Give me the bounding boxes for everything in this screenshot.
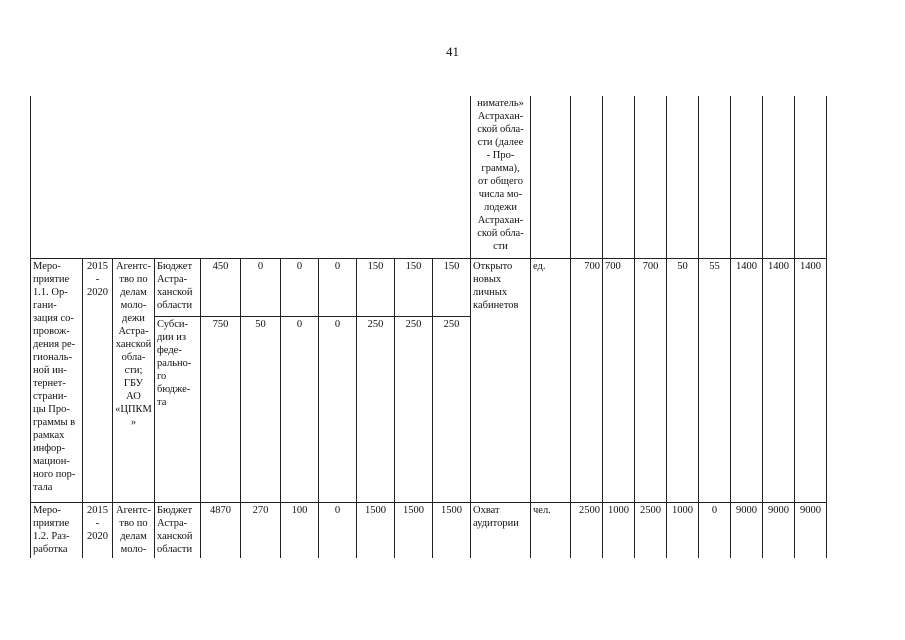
- activity-cell: Меро- приятие 1.1. Ор- гани- зация со- провож- дения ре- гиональ- ной ин- тернет- страни- цы Про- граммы в рамках инфор- мацион- ного пор- тала: [31, 258, 83, 502]
- funding-value: 1500: [357, 502, 395, 558]
- program-table-wrapper: [30, 96, 827, 558]
- funding-value: 0: [319, 258, 357, 316]
- indicator-value: 700: [571, 258, 603, 502]
- funding-value: 250: [433, 316, 471, 502]
- funding-value: 0: [241, 258, 281, 316]
- indicator-value: 1400: [731, 258, 763, 502]
- unit-cell: ед.: [531, 258, 571, 502]
- indicator-value: 9000: [795, 502, 827, 558]
- executor-cell: Агентс- тво по делам моло- дежи Астра- ханской обла- сти; ГБУ АО «ЦПКМ»: [113, 258, 155, 502]
- funding-value: 0: [319, 502, 357, 558]
- funding-source-cell: Бюджет Астра- ханской области: [155, 258, 201, 316]
- funding-value: 750: [201, 316, 241, 502]
- unit-cell: чел.: [531, 502, 571, 558]
- indicator-value: 2500: [635, 502, 667, 558]
- funding-value: 100: [281, 502, 319, 558]
- funding-value: 250: [357, 316, 395, 502]
- indicator-value: 9000: [731, 502, 763, 558]
- period-cell: 2015 - 2020: [83, 502, 113, 558]
- executor-cell: Агентс- тво по делам моло-: [113, 502, 155, 558]
- period-cell: 2015 - 2020: [83, 258, 113, 502]
- funding-value: 250: [395, 316, 433, 502]
- funding-value: 1500: [433, 502, 471, 558]
- indicator-value: 55: [699, 258, 731, 502]
- funding-value: 1500: [395, 502, 433, 558]
- indicator-value: 700: [635, 258, 667, 502]
- funding-value: 450: [201, 258, 241, 316]
- indicator-cell: Охват аудитории: [471, 502, 531, 558]
- continuation-empty-cell: [31, 96, 83, 258]
- funding-value: 150: [433, 258, 471, 316]
- continuation-indicator-text: ниматель» Астрахан- ской обла- сти (далее - Про- грамма), от общего числа мо- лодежи Астрахан- ской обла- сти: [471, 96, 531, 258]
- activity-cell: Меро- приятие 1.2. Раз- работка: [31, 502, 83, 558]
- page-number: 41: [446, 44, 459, 59]
- indicator-value: 700: [603, 258, 635, 502]
- funding-value: 0: [281, 316, 319, 502]
- indicator-value: 9000: [763, 502, 795, 558]
- table-row: [31, 502, 827, 558]
- funding-value: 0: [281, 258, 319, 316]
- funding-value: 270: [241, 502, 281, 558]
- indicator-value: 1400: [795, 258, 827, 502]
- funding-source-cell: Бюджет Астра- ханской области: [155, 502, 201, 558]
- funding-source-cell: Субси- дии из феде- рально- го бюдже- та: [155, 316, 201, 502]
- indicator-value: 1400: [763, 258, 795, 502]
- funding-value: 4870: [201, 502, 241, 558]
- funding-value: 0: [319, 316, 357, 502]
- indicator-value: 50: [667, 258, 699, 502]
- indicator-value: 2500: [571, 502, 603, 558]
- funding-value: 150: [357, 258, 395, 316]
- indicator-value: 1000: [603, 502, 635, 558]
- program-activities-table: [30, 96, 827, 558]
- continuation-row: [31, 96, 827, 258]
- table-row: [31, 258, 827, 316]
- funding-value: 150: [395, 258, 433, 316]
- indicator-value: 0: [699, 502, 731, 558]
- indicator-value: 1000: [667, 502, 699, 558]
- funding-value: 50: [241, 316, 281, 502]
- indicator-cell: Открыто новых личных кабинетов: [471, 258, 531, 502]
